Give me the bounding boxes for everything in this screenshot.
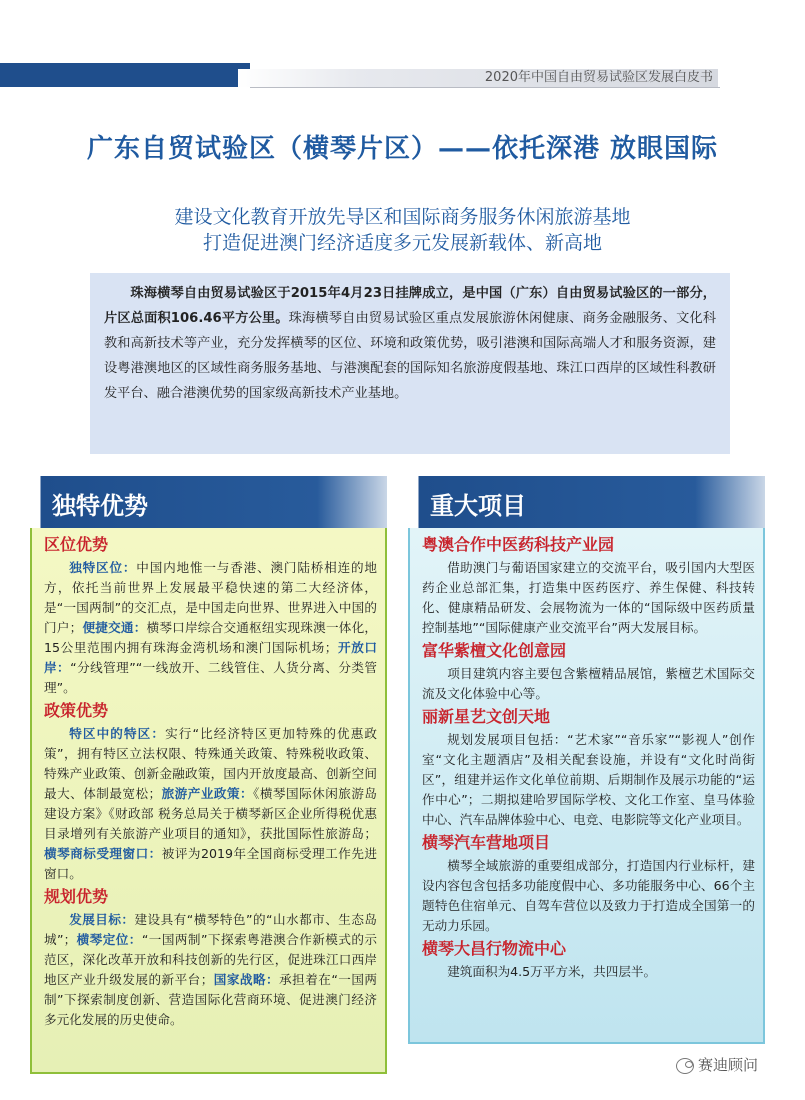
panel-body xyxy=(408,528,765,1044)
project-title: 横琴大昌行物流中心 xyxy=(422,939,567,958)
keyword-label: 开放口岸： xyxy=(44,640,377,675)
major-projects-panel xyxy=(408,476,765,1044)
project-description: 规划发展项目包括：“艺术家”“音乐家”“影视人”创作室“文化主题酒店”及相关配套设施，并设有“文化时尚街区”，组建并运作文化单位前期、后期制作及展示功能的“运作中心”；二期拟建哈罗国际学校、文化工作室、皇马体验中心、汽车品牌体验中心、电竞、电影院等文化产业项目。 xyxy=(422,732,755,827)
section-title: 政策优势 xyxy=(44,701,109,720)
project-title: 富华紫檀文化创意园 xyxy=(422,641,567,660)
page-subtitle-line2: 打造促进澳门经济适度多元发展新载体、新高地 xyxy=(202,232,602,254)
keyword-label: 独特区位： xyxy=(69,560,137,575)
watermark-text: 赛迪顾问 xyxy=(698,1056,759,1074)
project-title: 横琴汽车营地项目 xyxy=(422,833,551,852)
header-divider xyxy=(250,87,720,88)
keyword-label: 便捷交通： xyxy=(82,620,147,635)
project-title: 丽新星艺文创天地 xyxy=(422,707,551,726)
section-text: 建设具有“横琴特色”的“山水都市、生态岛城”； xyxy=(44,912,377,947)
header-blue-band xyxy=(0,63,250,87)
project-title: 粤澳合作中医药科技产业园 xyxy=(422,535,615,554)
wechat-icon xyxy=(676,1058,694,1074)
panel-header xyxy=(30,476,387,528)
page-subtitle-line1: 建设文化教育开放先导区和国际商务服务休闲旅游基地 xyxy=(174,206,631,228)
section-text: “分线管理”“一线放开、二线管住、人货分离、分类管理”。 xyxy=(44,660,378,695)
intro-bold-text: 珠海横琴自由贸易试验区于2015年4月23日挂牌成立，是中国（广东）自由贸易试验区的一部分，片区总面积106.46平方公里。 xyxy=(104,286,716,326)
page-title: 广东自贸试验区（横琴片区）——依托深港 放眼国际 xyxy=(86,134,719,164)
unique-advantages-panel xyxy=(30,476,387,1074)
panel-body xyxy=(30,528,387,1074)
section-paragraph xyxy=(44,910,377,1030)
keyword-label: 旅游产业政策： xyxy=(161,786,254,801)
section-title: 规划优势 xyxy=(44,887,109,906)
keyword-label: 特区中的特区： xyxy=(69,726,166,741)
section-paragraph xyxy=(44,724,377,884)
header-fade xyxy=(695,476,765,528)
keyword-label: 国家战略： xyxy=(213,972,280,987)
section-text: 横琴口岸综合交通枢纽实现珠澳一体化，15公里范围内拥有珠海金湾机场和澳门国际机场； xyxy=(44,620,378,655)
project-description: 横琴全域旅游的重要组成部分，打造国内行业标杆，建设内容包含包括多功能度假中心、多功能服务中心、66个主题特色住宿单元、自驾车营位以及致力于打造成全国第一的无动力乐园。 xyxy=(422,858,755,933)
section-text: 实行“比经济特区更加特殊的优惠政策”，拥有特区立法权限、特殊通关政策、特殊税收政策、特殊产业政策、创新金融政策，国内开放度最高、创新空间最大、体制最宽松； xyxy=(44,726,378,801)
section-title: 区位优势 xyxy=(44,535,109,554)
page-header-bar xyxy=(0,63,805,89)
header-fade xyxy=(317,476,387,528)
intro-body-text: 珠海横琴自由贸易试验区重点发展旅游休闲健康、商务金融服务、文化科教和高新技术等产业，充分发挥横琴的区位、环境和政策优势，吸引港澳和国际高端人才和服务资源，建设粤港澳地区的区域性商务服务基地、与港澳配套的国际知名旅游度假基地、珠江口西岸的区域性科教研发平台、融合港澳优势的国家级高新技术产业基地。 xyxy=(104,311,717,401)
section-text: 承担着在“一国两制”下探索制度创新、营造国际化营商环境、促进澳门经济多元化发展的历史使命。 xyxy=(44,972,378,1027)
project-description: 建筑面积为4.5万平方米，共四层半。 xyxy=(447,964,657,979)
section-paragraph xyxy=(44,558,377,698)
book-title: 2020年中国自由贸易试验区发展白皮书 xyxy=(484,70,713,85)
project-description: 项目建筑内容主要包含紫檀精品展馆，紫檀艺术国际交流及文化体验中心等。 xyxy=(422,666,755,701)
section-text: 被评为2019年全国商标受理工作先进窗口。 xyxy=(44,846,377,881)
panel-header xyxy=(408,476,765,528)
section-text: 中国内地惟一与香港、澳门陆桥相连的地方，依托当前世界上发展最平稳快速的第二大经济体，是“一国两制”的交汇点，是中国走向世界、世界进入中国的门户； xyxy=(44,560,378,635)
panel-heading: 重大项目 xyxy=(430,492,526,520)
watermark xyxy=(676,1054,758,1080)
section-text: “一国两制”下探索粤港澳合作新模式的示范区，深化改革开放和科技创新的先行区，促进珠江口西岸地区产业升级发展的新平台； xyxy=(44,932,378,987)
project-description: 借助澳门与葡语国家建立的交流平台，吸引国内大型医药企业总部汇集，打造集中医药医疗、养生保健、科技转化、健康精品研发、会展物流为一体的“国际级中医药质量控制基地”“国际健康产业交流平台”两大发展目标。 xyxy=(422,560,755,635)
section-text: 《横琴国际休闲旅游岛建设方案》《财政部 税务总局关于横琴新区企业所得税优惠目录增列有关旅游产业项目的通知》，获批国际性旅游岛； xyxy=(44,786,378,841)
panel-heading: 独特优势 xyxy=(52,492,148,520)
keyword-label: 横琴商标受理窗口： xyxy=(44,846,162,861)
keyword-label: 发展目标： xyxy=(69,912,135,927)
keyword-label: 横琴定位： xyxy=(76,932,142,947)
intro-paragraph xyxy=(90,273,730,454)
